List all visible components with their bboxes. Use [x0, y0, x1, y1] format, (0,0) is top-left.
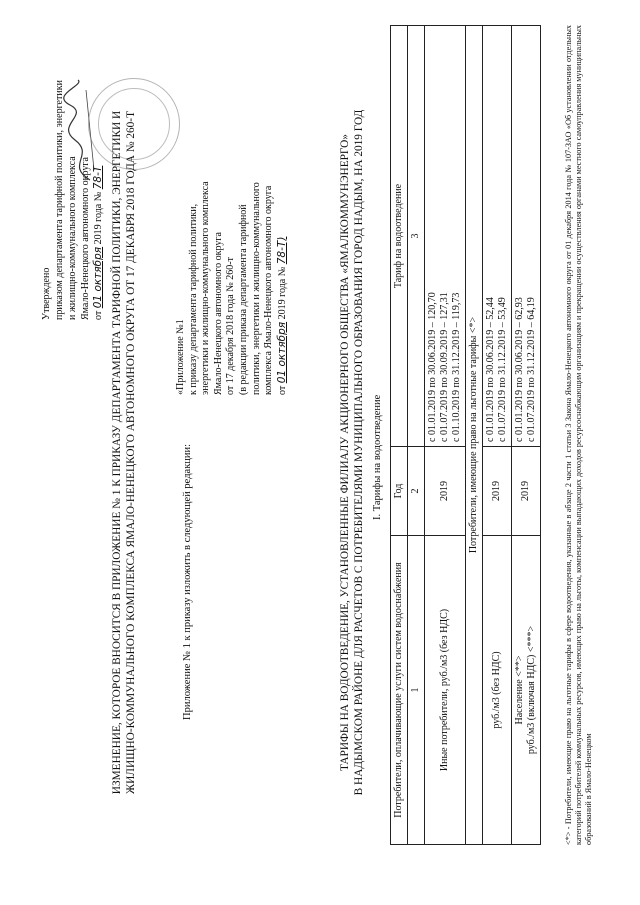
tariff-cell: [425, 26, 466, 447]
approval-number-handwritten: 78-Т: [92, 165, 104, 190]
appendix-date-handwritten: 01 октября: [275, 321, 288, 384]
appendix-line: комплекса Ямало-Ненецкого автономного округа: [263, 185, 275, 395]
year-cell: 2019: [512, 447, 541, 536]
tariff-period: с 01.01.2019 по 30.06.2019 – 62,93: [514, 297, 525, 442]
intro-text: Приложение № 1 к приказу изложить в следующей редакции:: [182, 443, 193, 720]
table-number-row: [408, 26, 425, 845]
section-title: I. Тарифы на водоотведение: [372, 394, 383, 520]
year-cell: 2019: [425, 447, 466, 536]
table-header-row: [391, 26, 408, 845]
table-group-row: [466, 26, 483, 845]
appendix-line: Ямало-Ненецкого автономного округа: [212, 232, 224, 395]
appendix-line: «Приложение №1: [175, 319, 186, 395]
year-cell: 2019: [483, 447, 512, 536]
table-row: [483, 26, 512, 845]
approval-line: и жилищно-коммунального комплекса: [67, 156, 78, 320]
appendix-date-year: 2019 года №: [276, 266, 288, 320]
consumer-cell: руб./м3 (без НДС): [483, 536, 512, 845]
approval-line: Утверждено: [41, 267, 52, 320]
tariff-period: с 01.07.2019 по 31.12.2019 – 53,49: [497, 297, 508, 442]
approval-line: Ямало-Ненецкого автономного округа: [80, 157, 91, 320]
approval-line: приказом департамента тарифной политики, энергетики: [54, 80, 65, 320]
title-line: ЖИЛИЩНО-КОММУНАЛЬНОГО КОМПЛЕКСА ЯМАЛО-НЕНЕЦКОГО АВТОНОМНОГО ОКРУГА ОТ 17 ДЕКАБРЯ 2018 ГОДА № 260-Т: [125, 111, 137, 794]
tariff-period: с 01.07.2019 по 30.09.2019 – 127,31: [439, 292, 450, 442]
approval-date-prefix: от: [93, 310, 104, 320]
appendix-date-line: [276, 75, 290, 395]
title-line: ИЗМЕНЕНИЕ, КОТОРОЕ ВНОСИТСЯ В ПРИЛОЖЕНИЕ № 1 К ПРИКАЗУ ДЕПАРТАМЕНТА ТАРИФНОЙ ПОЛИТИКИ, ЭНЕРГЕТИКИ И: [111, 110, 123, 795]
footnote-text: <*> - Потребители, имеющие право на льготные тарифы в сфере водоотведения, указанные в абзаце 2 части 1 статьи 3 Закона Ямало-Ненецкого автономного округа от 01 декабря 2014 года № 107-ЗАО «Об установлении отдельных категорий потребителей коммунальных ресурсов, имеющих право на льготы, компенсации выпадающих доходов ресурсоснабжающим организациям и прекращении осуществления органами местного самоуправления муниципальных образований в Ямало-Ненецком: [564, 25, 593, 845]
approval-date-year: 2019 года №: [93, 191, 104, 245]
tariff-cell: [512, 26, 541, 447]
tariff-period: с 01.10.2019 по 31.12.2019 – 119,73: [451, 292, 462, 442]
tariff-heading: [338, 0, 366, 905]
appendix-line: (в редакции приказа департамента тарифной: [237, 204, 249, 395]
header-consumers: Потребители, оплачивающие услуги систем водоснабжения: [391, 536, 408, 845]
heading-line: ТАРИФЫ НА ВОДООТВЕДЕНИЕ, УСТАНОВЛЕННЫЕ ФИЛИАЛУ АКЦИОНЕРНОГО ОБЩЕСТВА «ЯМАЛКОММУНЭНЕРГО»: [339, 134, 351, 771]
group-label: Потребители, имеющие право на льготные тарифы <*>: [466, 26, 483, 845]
consumer-cell: [512, 536, 541, 845]
table-row: [512, 26, 541, 845]
appendix-line: к приказу департамента тарифной политики,: [187, 203, 199, 395]
table-row: [425, 26, 466, 845]
tariff-table: [390, 25, 541, 845]
header-year: Год: [391, 447, 408, 536]
column-number: 1: [408, 536, 425, 845]
appendix-number-handwritten: 78-Т): [275, 236, 288, 265]
appendix-line: политики, энергетики и жилищно-коммунального: [250, 182, 262, 395]
document-title: [110, 0, 138, 905]
consumer-cell: Иные потребители, руб./м3 (без НДС): [425, 536, 466, 845]
appendix-line: от 17 декабря 2018 года № 260-т: [225, 257, 237, 395]
column-number: 2: [408, 447, 425, 536]
approval-date-handwritten: 01 октября: [92, 246, 104, 309]
column-number: 3: [408, 26, 425, 447]
consumer-line: Население <**>: [514, 655, 525, 725]
tariff-period: с 01.01.2019 по 30.06.2019 – 120,70: [427, 292, 438, 442]
tariff-cell: [483, 26, 512, 447]
header-tariff: Тариф на водоотведение: [391, 26, 408, 447]
appendix-block: [175, 75, 289, 395]
heading-line: В НАДЫМСКОМ РАЙОНЕ ДЛЯ РАСЧЕТОВ С ПОТРЕБИТЕЛЯМИ МУНИЦИПАЛЬНОГО ОБРАЗОВАНИЯ ГОРОД НАДЫМ, НА 2019 ГОД: [353, 109, 365, 796]
appendix-line: энергетики и жилищно-коммунального комплекса: [200, 181, 212, 395]
tariff-period: с 01.07.2019 по 31.12.2019 – 64,19: [526, 297, 537, 442]
consumer-line: руб./м3 (включая НДС) <***>: [526, 625, 537, 755]
appendix-date-prefix: от: [276, 385, 288, 395]
tariff-period: с 01.01.2019 по 30.06.2019 – 52,44: [485, 297, 496, 442]
